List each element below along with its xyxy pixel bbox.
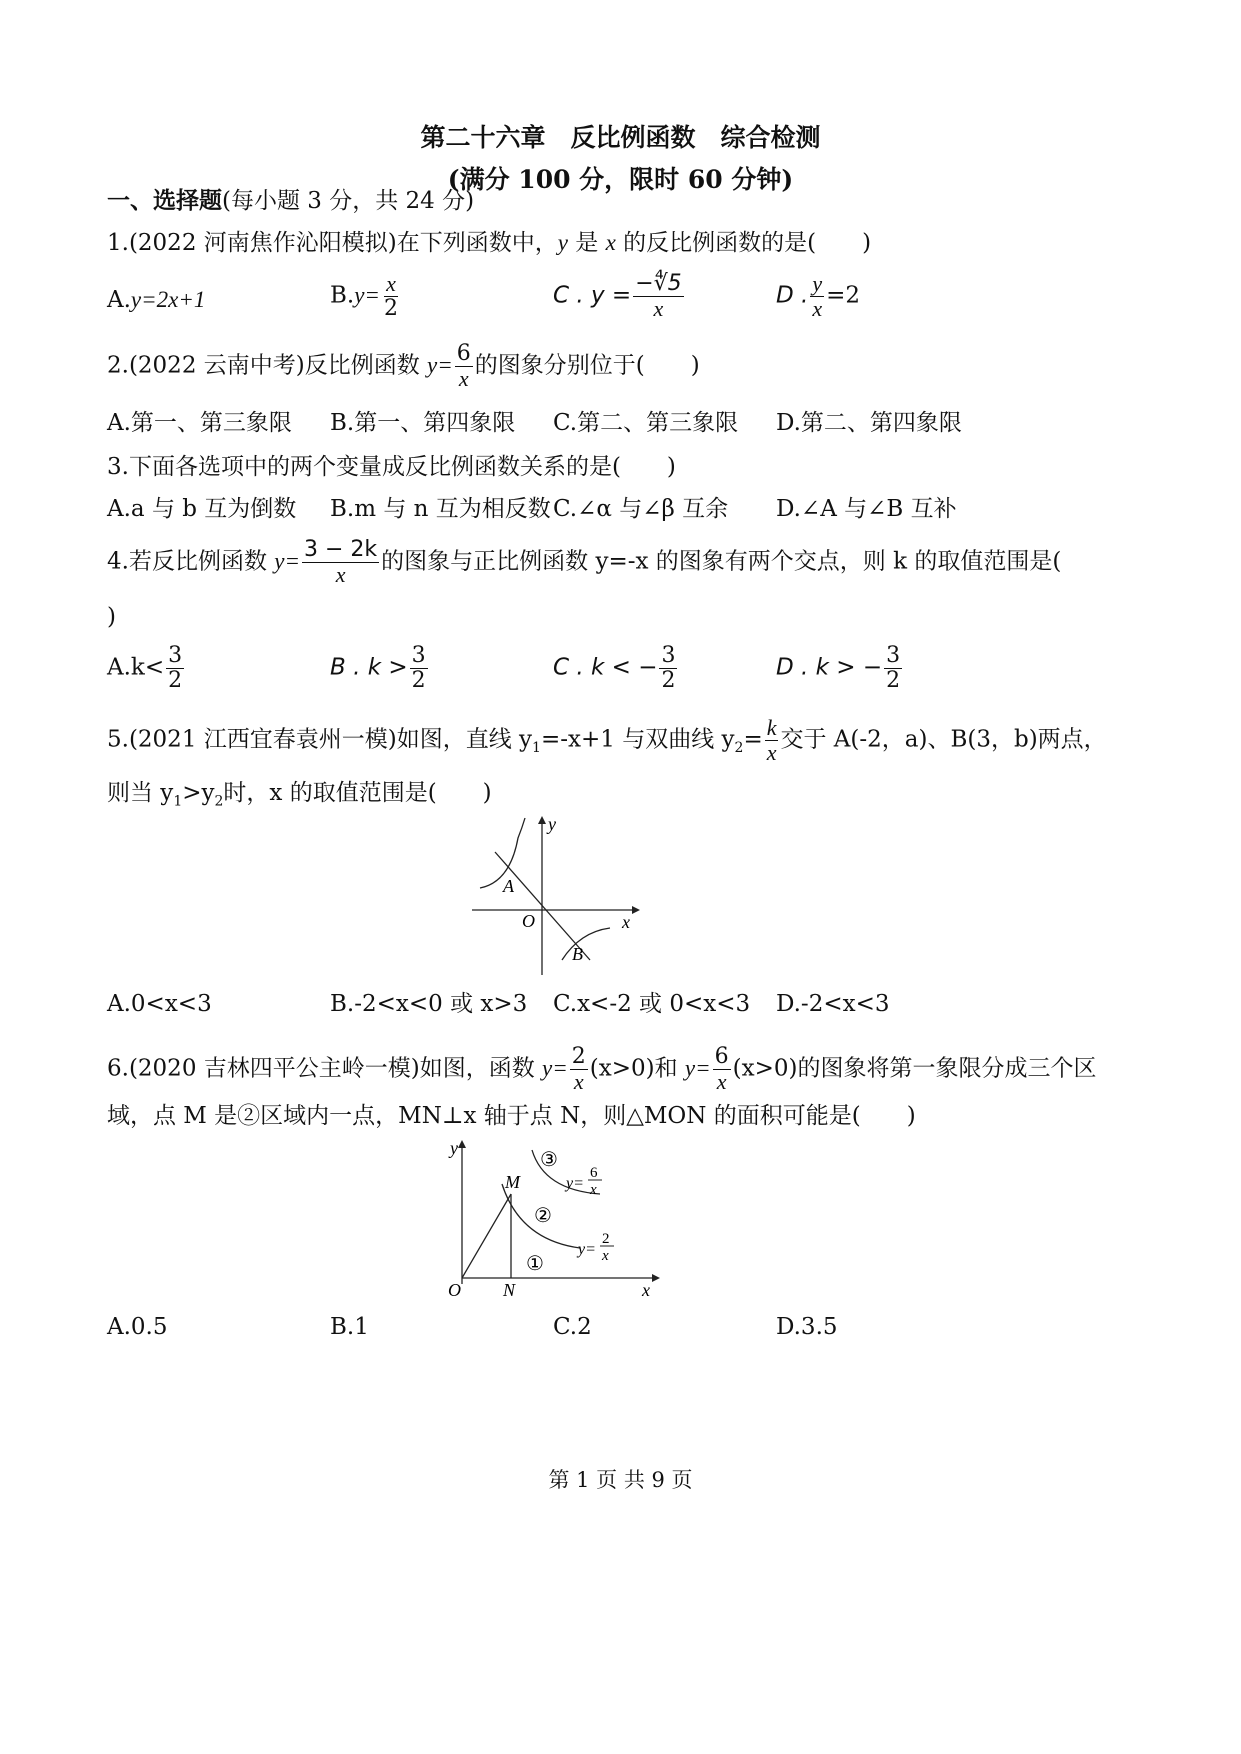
region-3-label: ③ (540, 1149, 558, 1171)
q4-stem-lhs: y= (274, 548, 300, 574)
q4-option-a[interactable] (107, 644, 186, 693)
q4-option-d-label: D . k > − (776, 654, 883, 681)
fig-label-x: x (622, 912, 630, 932)
fig-label-y: y (450, 1138, 458, 1158)
q3-stem: 3.下面各选项中的两个变量成反比例函数关系的是( ) (107, 454, 676, 480)
q6-stem (107, 1045, 1096, 1094)
x-axis-arrow-icon (632, 906, 640, 914)
fig-label-o: O (522, 911, 535, 931)
frac-numerator: 6 (714, 1044, 729, 1069)
q2-stem-lhs: y= (427, 352, 453, 378)
q1-option-d-label: D . (776, 282, 809, 309)
q6-f2-lhs: y= (684, 1055, 711, 1081)
q1-option-b-label: B. (330, 282, 355, 309)
q5-figure (470, 810, 650, 980)
q1-stem (107, 228, 871, 258)
section-heading (107, 186, 474, 216)
subscript: 1 (532, 740, 541, 757)
y-axis-arrow-icon (458, 1140, 466, 1148)
frac-numerator: 2 (571, 1044, 586, 1069)
q6-option-b[interactable]: B.1 (330, 1314, 369, 1340)
q6-f1-lhs: y= (542, 1055, 568, 1081)
q6-f2-domain: (x>0)的图象将第一象限分成三个区 (732, 1055, 1097, 1082)
q6-f1-domain: (x>0)和 (589, 1055, 685, 1082)
q2-option-d[interactable]: D.第二、第四象限 (776, 410, 962, 436)
q2-stem (107, 342, 700, 391)
frac-denominator: x (458, 366, 469, 391)
frac-denominator: x (766, 740, 777, 765)
q2-stem-text-2: 的图象分别位于( ) (474, 352, 700, 379)
frac-denominator: x (812, 296, 823, 321)
fig-label-curve6-lhs: y= (566, 1175, 584, 1192)
frac-numerator: y (812, 271, 823, 296)
q4-stem (107, 538, 1061, 587)
fig-label-y: y (548, 814, 556, 834)
frac-denominator: 2 (661, 668, 676, 693)
q4-option-c-fraction (659, 644, 677, 693)
q3-option-c[interactable]: C.∠α 与∠β 互余 (553, 496, 729, 522)
q5-stem-fraction (765, 716, 779, 765)
region-1-label: ① (526, 1253, 544, 1275)
q5-stem-text-3: = (743, 726, 763, 753)
fig-label-m: M (505, 1172, 520, 1192)
q1-stem-text: 1.(2022 河南焦作沁阳模拟)在下列函数中， (107, 230, 558, 256)
q5-stem-text-2: =-x+1 与双曲线 y (540, 726, 735, 753)
q1-option-c-label: C . y = (553, 282, 632, 309)
q1-option-d-rhs: =2 (826, 282, 861, 309)
page-title: 第二十六章 反比例函数 综合检测 (420, 123, 821, 152)
q4-option-c[interactable] (553, 644, 679, 693)
q6-option-c[interactable]: C.2 (553, 1314, 592, 1340)
frac-denominator: 2 (383, 296, 398, 321)
q1-option-b[interactable] (330, 272, 402, 321)
frac-denominator: x (653, 296, 664, 321)
section-note: (每小题 3 分，共 24 分) (222, 188, 475, 214)
q6-option-a[interactable]: A.0.5 (107, 1314, 168, 1340)
frac-numerator: 3 − 2k (304, 537, 378, 562)
subscript: 1 (173, 793, 183, 810)
q3-option-d[interactable]: D.∠A 与∠B 互补 (776, 496, 957, 522)
q1-stem-text-2: 是 (567, 230, 606, 256)
q4-option-d[interactable] (776, 644, 904, 693)
q5-stem-text-7: 时，x 的取值范围是( ) (223, 780, 492, 806)
q1-option-a-label: A. (107, 287, 131, 313)
frac-numerator: 6 (456, 341, 471, 366)
q5-stem (107, 716, 1107, 765)
fig-label-curve6-num: 6 (590, 1165, 598, 1181)
q6-f2-fraction (713, 1045, 731, 1094)
q4-option-a-label: A.k< (107, 654, 165, 681)
q4-option-b[interactable] (330, 644, 430, 693)
q1-option-d[interactable] (776, 272, 860, 321)
q5-option-a[interactable]: A.0<x<3 (107, 991, 212, 1017)
q4-stem-close: ) (107, 604, 116, 630)
q1-var-x: x (605, 230, 616, 255)
frac-numerator: 3 (661, 643, 676, 668)
q1-option-b-fraction (382, 272, 400, 321)
frac-denominator: x (335, 562, 346, 587)
q3-option-b[interactable]: B.m 与 n 互为相反数 (330, 496, 551, 522)
frac-denominator: x (716, 1069, 727, 1094)
q1-option-b-lhs: y= (354, 282, 380, 308)
q1-var-y: y (557, 230, 568, 255)
q1-option-a[interactable] (107, 285, 205, 315)
q6-figure (440, 1132, 670, 1302)
fig-label-curve6-den: x (590, 1182, 597, 1198)
q3-option-a[interactable]: A.a 与 b 互为倒数 (107, 496, 297, 522)
fig-label-o: O (448, 1280, 461, 1300)
q5-option-d[interactable]: D.-2<x<3 (776, 991, 890, 1017)
q1-option-a-expr: y=2x+1 (130, 287, 206, 312)
fig-label-b: B (572, 944, 583, 964)
q4-stem-text: 4.若反比例函数 (107, 548, 275, 575)
q4-option-d-fraction (884, 644, 902, 693)
frac-numerator: 3 (168, 643, 183, 668)
q4-option-b-label: B . k > (330, 654, 408, 681)
q2-option-c[interactable]: C.第二、第三象限 (553, 410, 739, 436)
frac-denominator: 2 (411, 668, 426, 693)
fig-label-a: A (503, 876, 514, 896)
q2-option-b[interactable]: B.第一、第四象限 (330, 410, 516, 436)
fig-label-curve2-num: 2 (602, 1231, 610, 1247)
y-axis-arrow-icon (538, 816, 546, 824)
q5-stem-text-5: 则当 y (107, 780, 174, 806)
q4-option-b-fraction (410, 644, 428, 693)
q1-option-c[interactable] (553, 272, 686, 321)
subscript: 2 (214, 793, 224, 810)
q5-stem-text-6: >y (182, 780, 215, 806)
segment-om (462, 1194, 511, 1278)
q2-stem-text: 2.(2022 云南中考)反比例函数 (107, 352, 428, 379)
frac-numerator: 3 (411, 643, 426, 668)
frac-denominator: x (573, 1069, 584, 1094)
frac-numerator: −∜5 (635, 271, 682, 296)
page-footer: 第 1 页 共 9 页 (548, 1468, 693, 1492)
q6-stem-line2: 域，点 M 是②区域内一点，MN⊥x 轴于点 N，则△MON 的面积可能是( ) (107, 1103, 916, 1129)
q1-option-c-fraction (633, 272, 683, 321)
q4-option-a-fraction (166, 644, 184, 693)
region-2-label: ② (534, 1205, 552, 1227)
q2-option-a[interactable]: A.第一、第三象限 (107, 410, 292, 436)
q1-option-d-fraction (810, 272, 824, 321)
frac-numerator: x (386, 271, 396, 296)
frac-denominator: 2 (886, 668, 901, 693)
q4-stem-fraction (302, 538, 379, 587)
q2-stem-fraction (455, 342, 473, 391)
q5-stem-line2 (107, 778, 492, 817)
fig-label-x: x (642, 1280, 650, 1300)
q5-stem-text: 5.(2021 江西宜春袁州一模)如图，直线 y (107, 726, 533, 753)
q6-f1-fraction (570, 1045, 588, 1094)
x-axis-arrow-icon (652, 1274, 660, 1282)
frac-numerator: 3 (886, 643, 901, 668)
q6-stem-text: 6.(2020 吉林四平公主岭一模)如图，函数 (107, 1055, 543, 1082)
fig-label-n: N (503, 1280, 516, 1300)
q6-option-d[interactable]: D.3.5 (776, 1314, 838, 1340)
fig-label-curve2-den: x (602, 1248, 609, 1264)
fig-label-curve2-lhs: y= (578, 1241, 596, 1258)
subscript: 2 (734, 740, 744, 757)
q4-stem-text-2: 的图象与正比例函数 y=-x 的图象有两个交点，则 k 的取值范围是( (381, 548, 1062, 575)
frac-numerator: k (766, 715, 777, 740)
page-subtitle: (满分 100 分，限时 60 分钟) (447, 165, 794, 194)
q4-option-c-label: C . k < − (553, 654, 658, 681)
q5-stem-text-4: 交于 A(-2，a)、B(3，b)两点， (780, 726, 1107, 753)
section-title: 一、选择题 (107, 187, 222, 214)
q5-option-b[interactable]: B.-2<x<0 或 x>3 (330, 991, 528, 1017)
frac-denominator: 2 (168, 668, 183, 693)
q1-stem-text-3: 的反比例函数的是( ) (615, 230, 872, 256)
q5-option-c[interactable]: C.x<-2 或 0<x<3 (553, 991, 751, 1017)
